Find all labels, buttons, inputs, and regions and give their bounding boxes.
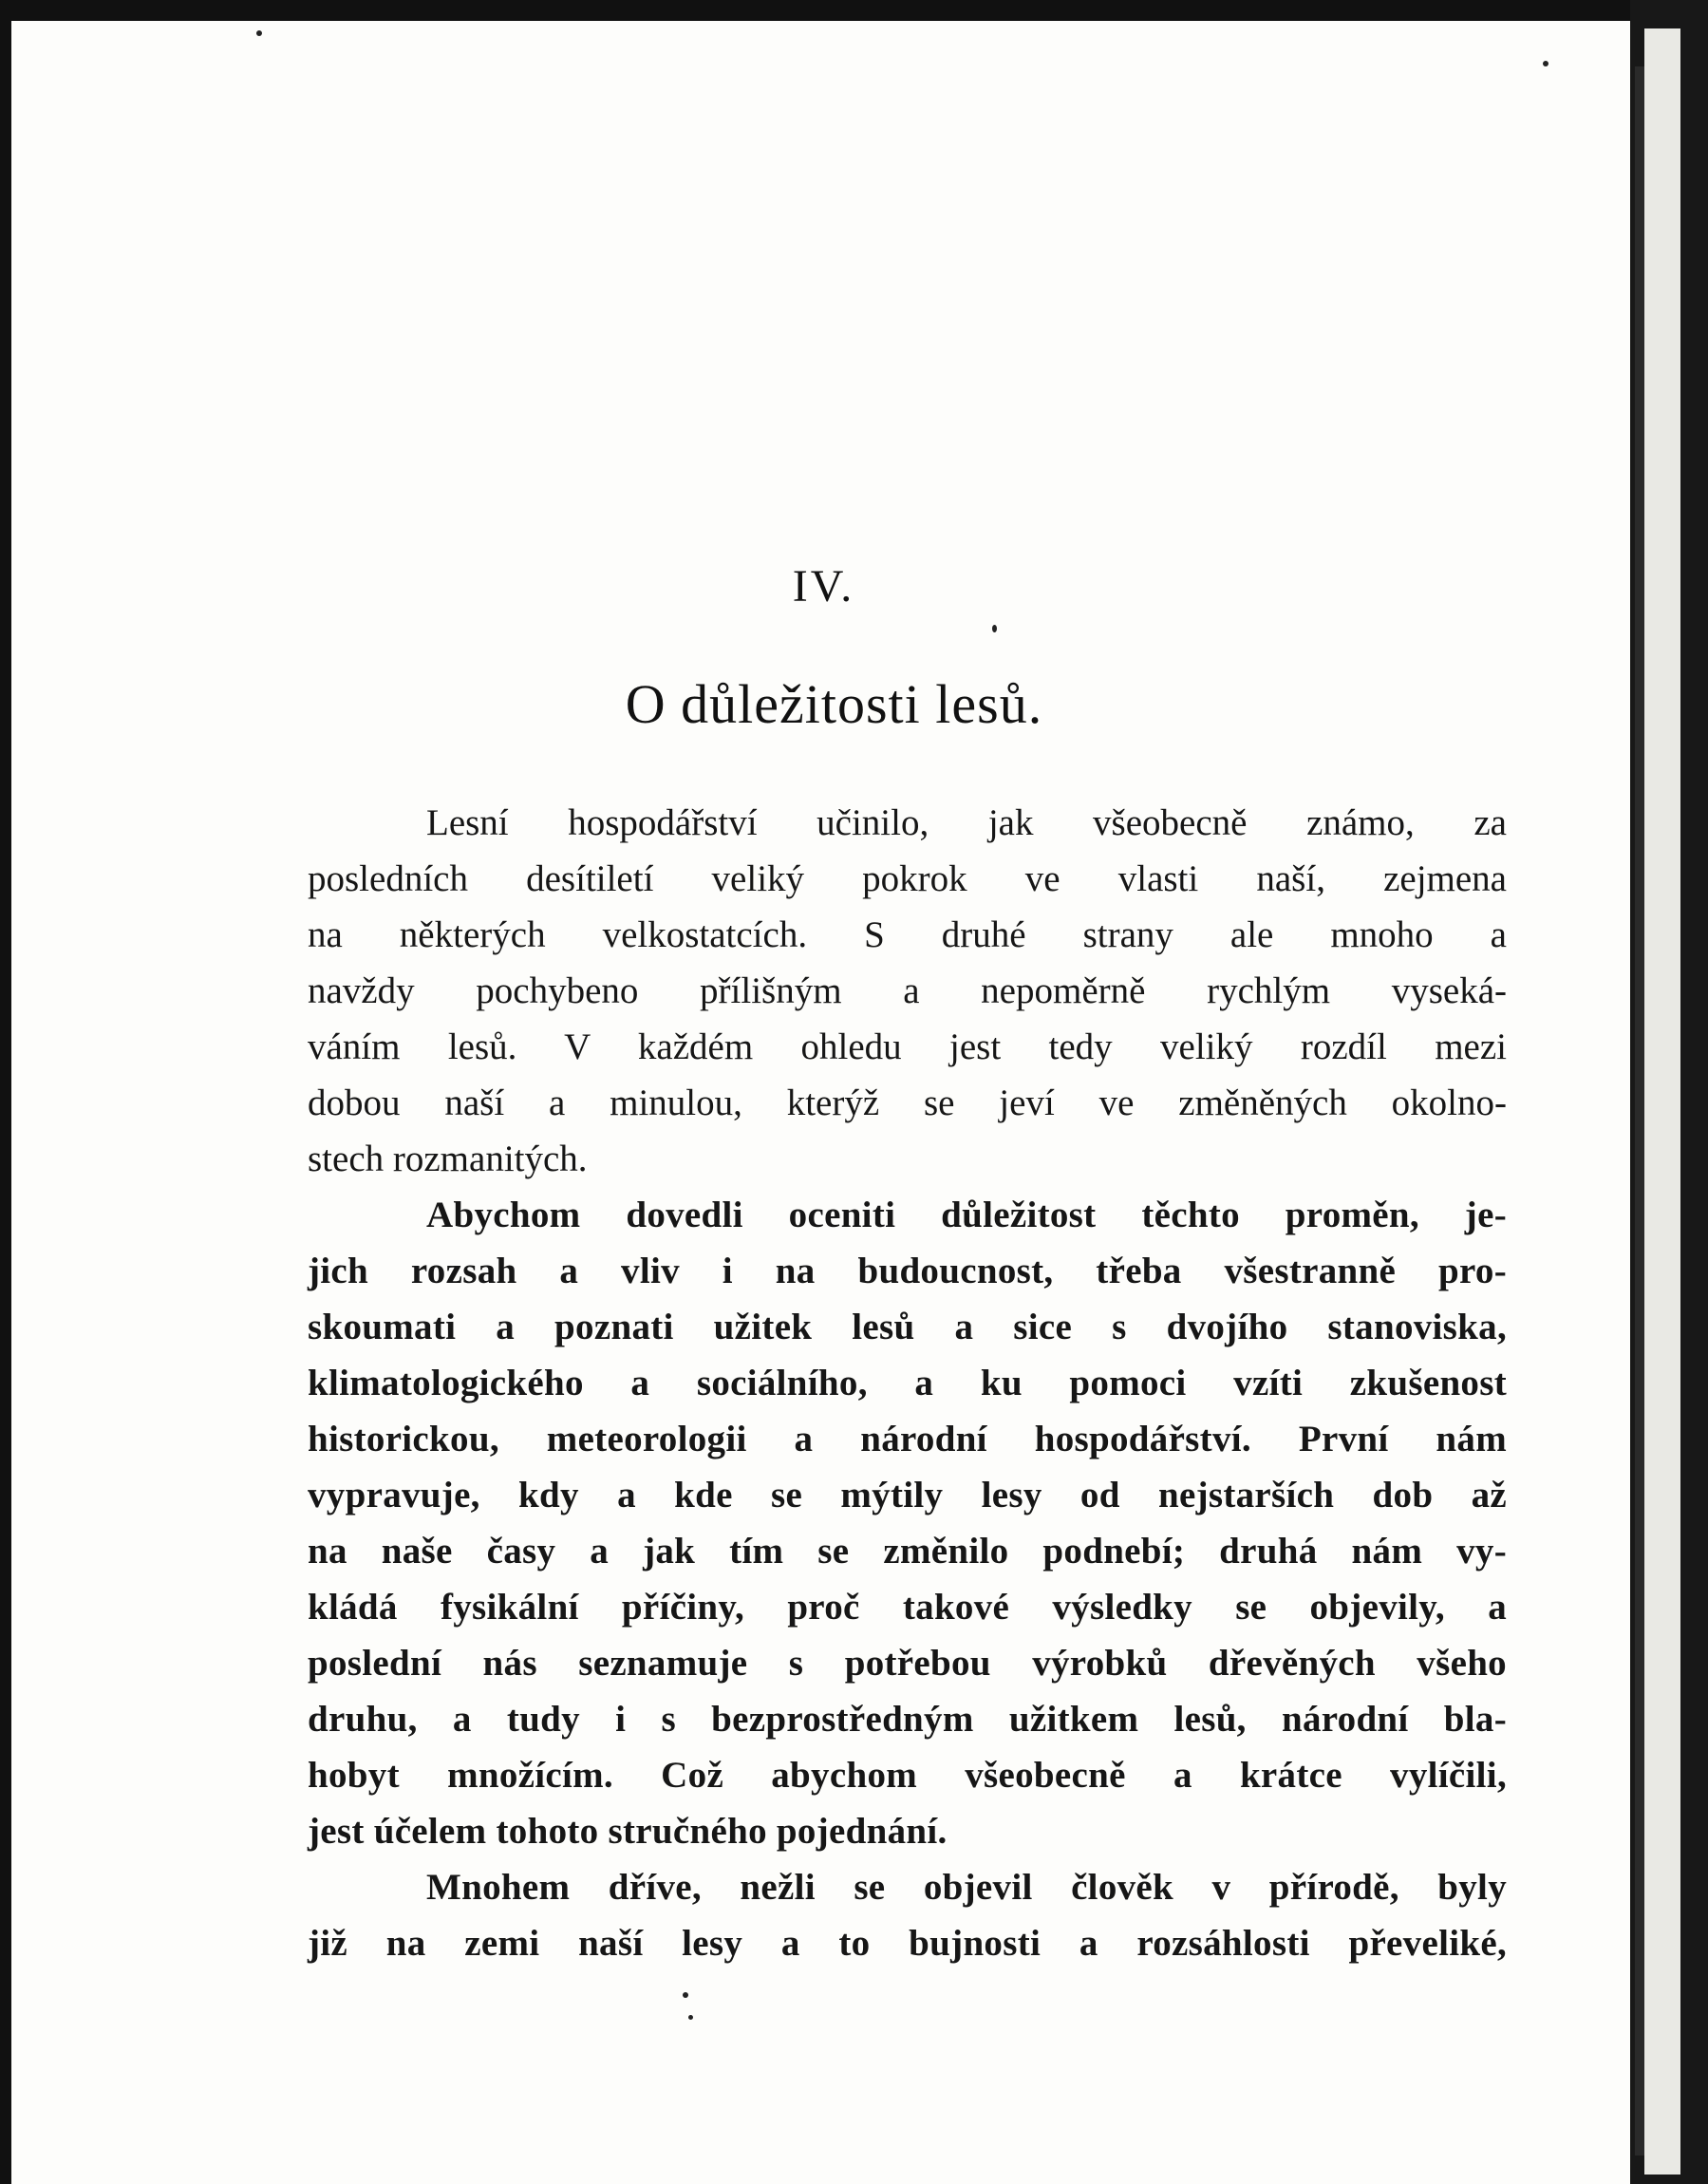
scan-speck	[683, 1992, 688, 1998]
text-line: druhu, a tudy i s bezprostředným užitkem lesů, národní bla-	[308, 1699, 1507, 1740]
text-line: stech rozmanitých.	[308, 1139, 588, 1179]
text-line: Mnohem dříve, nežli se objevil člověk v přírodě, byly	[426, 1867, 1507, 1908]
text-line: váním lesů. V každém ohledu jest tedy veliký rozdíl mezi	[308, 1026, 1507, 1067]
adjacent-page-strip	[1644, 28, 1680, 2175]
text-line: hobyt množícím. Což abychom všeobecně a krátce vylíčili,	[308, 1755, 1507, 1796]
text-line: jich rozsah a vliv i na budoucnost, třeba všestranně pro-	[308, 1251, 1507, 1291]
chapter-number: IV.	[792, 561, 855, 612]
text-line: posledních desítiletí veliký pokrok ve vlasti naší, zejmena	[308, 858, 1507, 899]
paragraph-3	[308, 1859, 1507, 1971]
text-line: poslední nás seznamuje s potřebou výrobků dřevěných všeho	[308, 1643, 1507, 1684]
scan-speck	[992, 625, 997, 632]
chapter-title: O důležitosti lesů.	[625, 673, 1043, 735]
text-line: vypravuje, kdy a kde se mýtily lesy od nejstarších dob až	[308, 1475, 1507, 1516]
text-line: již na zemi naší lesy a to bujnosti a rozsáhlosti převeliké,	[308, 1923, 1507, 1964]
text-line: navždy pochybeno přílišným a nepoměrně rychlým vyseká-	[308, 970, 1507, 1011]
text-line: historickou, meteorologii a národní hospodářství. První nám	[308, 1419, 1507, 1459]
text-line: jest účelem tohoto stručného pojednání.	[308, 1811, 948, 1852]
paragraph-1	[308, 795, 1507, 1187]
text-line: Abychom dovedli oceniti důležitost těchto proměn, je-	[426, 1195, 1507, 1235]
text-line: na některých velkostatcích. S druhé strany ale mnoho a	[308, 914, 1507, 955]
text-line: na naše časy a jak tím se změnilo podnebí; druhá nám vy-	[308, 1531, 1507, 1572]
text-line: Lesní hospodářství učinilo, jak všeobecně známo, za	[426, 802, 1507, 843]
text-line: klimatologického a sociálního, a ku pomoci vzíti zkušenost	[308, 1363, 1507, 1403]
text-line: skoumati a poznati užitek lesů a sice s dvojího stanoviska,	[308, 1307, 1507, 1347]
scan-speck	[688, 2015, 693, 2020]
paragraph-2	[308, 1187, 1507, 1859]
scan-speck	[256, 30, 262, 36]
scan-speck	[1543, 61, 1548, 66]
book-page	[11, 21, 1630, 2184]
text-line: kládá fysikální příčiny, proč takové výsledky se objevily, a	[308, 1587, 1507, 1628]
chapter-body	[308, 795, 1507, 1971]
text-line: dobou naší a minulou, kterýž se jeví ve změněných okolno-	[308, 1083, 1507, 1123]
